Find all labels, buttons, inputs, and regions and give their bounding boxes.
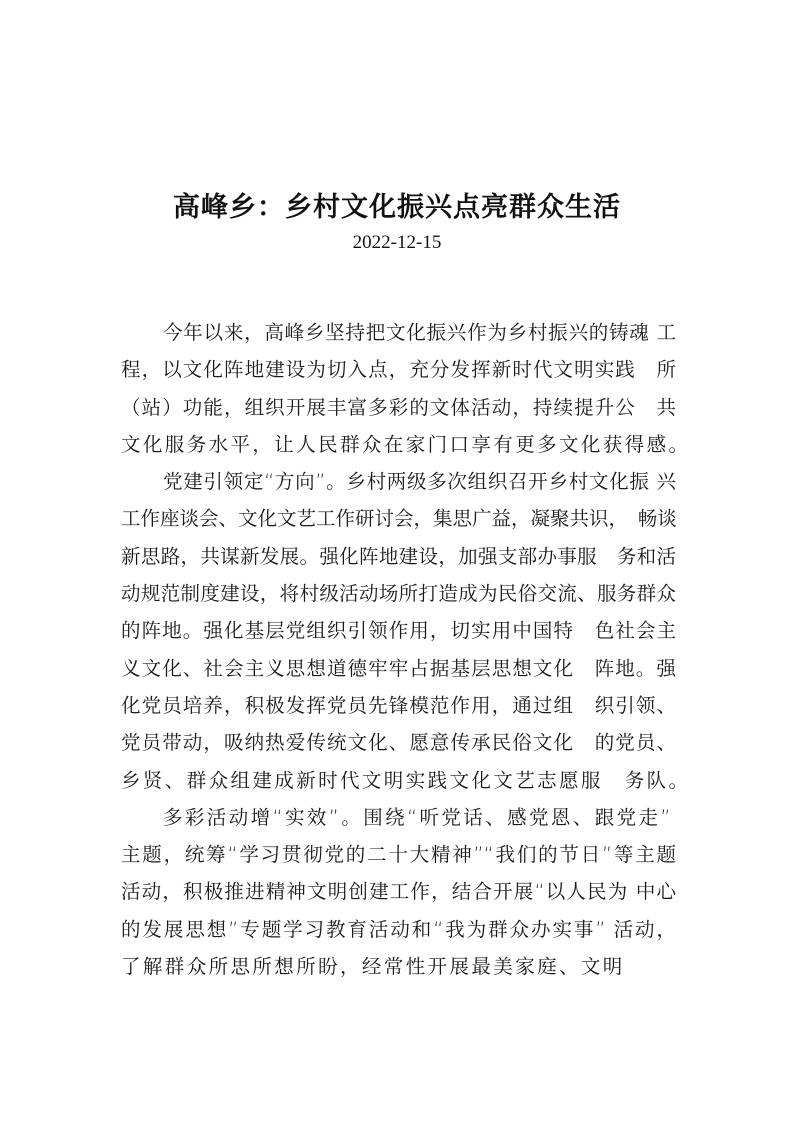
text-line: （站）功能，组织开展丰富多彩的文体活动，持续提升公 共 [121,395,676,419]
text-line: 新思路，共谋新发展。强化阵地建设，加强支部办事服 务和活 [121,544,676,568]
text-line: 的阵地。强化基层党组织引领作用，切实用中国特 色社会主 [121,619,676,643]
text-line: 程，以文化阵地建设为切入点，充分发挥新时代文明实践 所 [121,358,676,382]
text-line: 工作座谈会、文化文艺工作研讨会，集思广益，凝聚共识， 畅谈 [121,507,677,531]
text-line: 活动，积极推进精神文明创建工作，结合开展“以人民为 中心 [121,880,676,904]
article-date: 2022-12-15 [352,232,442,253]
text-line: 今年以来，高峰乡坚持把文化振兴作为乡村振兴的铸魂 工 [163,321,676,344]
paragraph-3 [121,799,676,985]
text-line: 乡贤、群众组建成新时代文明实践文化文艺志愿服 务队。 [121,768,691,792]
text-line: 党建引领定“方向”。乡村两级多次组织召开乡村文化振 兴 [163,470,676,494]
article-title: 高峰乡：乡村文化振兴点亮群众生活 [173,192,621,223]
text-line: 动规范制度建设，将村级活动场所打造成为民俗交流、服务群众 [121,582,676,606]
text-line: 了解群众所思所想所盼，经常性开展最美家庭、文明 [121,955,625,979]
text-line: 义文化、社会主义思想道德牢牢占据基层思想文化 阵地。强 [121,656,676,680]
paragraph-1 [121,314,691,463]
article-body [121,314,691,985]
text-line: 文化服务水平，让人民群众在家门口享有更多文化获得感。 [121,432,691,456]
paragraph-2 [121,463,691,799]
text-line: 多彩活动增“实效”。围绕“听党话、感党恩、跟党走” [163,805,673,829]
text-line: 党员带动，吸纳热爱传统文化、愿意传承民俗文化 的党员、 [121,731,676,755]
text-line: 的发展思想”专题学习教育活动和“我为群众办实事” 活动， [121,917,676,941]
text-line: 化党员培养，积极发挥党员先锋模范作用，通过组 织引领、 [121,693,676,717]
text-line: 主题，统筹“学习贯彻党的二十大精神”“我们的节日”等主题 [121,843,676,867]
